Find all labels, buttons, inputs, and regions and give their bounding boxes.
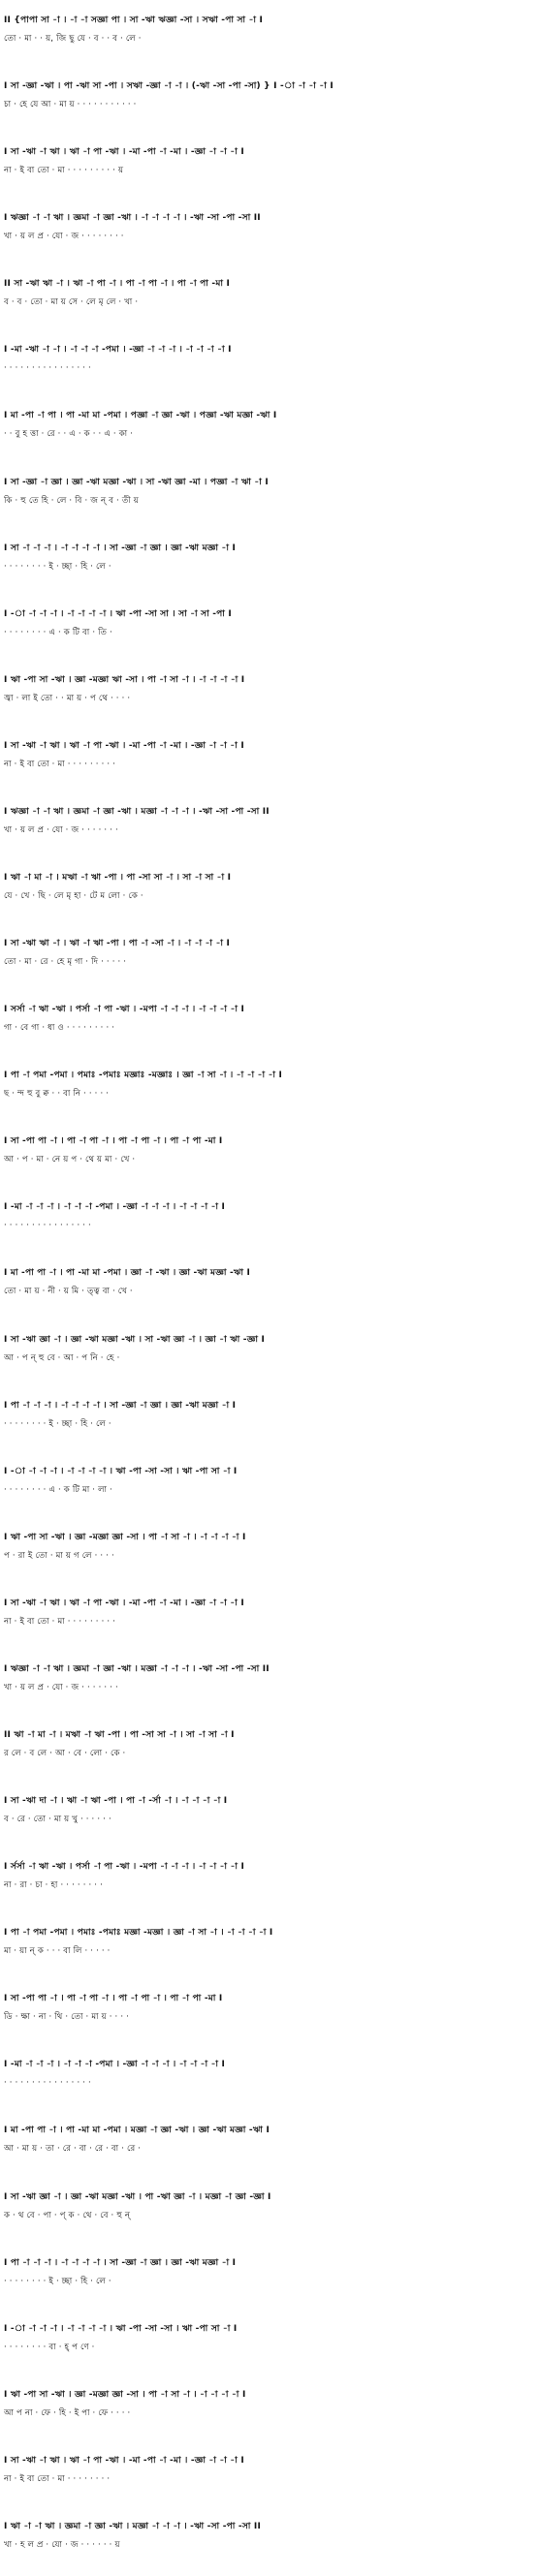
notation-line (0, 1125, 540, 1183)
notation-line (0, 598, 540, 656)
notation-line (0, 795, 540, 853)
lyric-row: · · · · · · · · · · · · · · · · (4, 1221, 91, 1231)
swara-row: I সা -জ্ঞা -া জ্ঞা । জ্ঞা -ঋা মজ্ঞা -ঋা । সা -ঋা জ্ঞা -মা । পজ্ঞা -া ঋা -া I (4, 477, 269, 487)
notation-line (0, 2181, 540, 2239)
notation-line (0, 1850, 540, 1909)
notation-line (0, 267, 540, 326)
lyric-row: চা · হে যে আ · মা য় · · · · · · · · · · · (4, 100, 137, 110)
notation-line (0, 927, 540, 985)
swara-row: II {পাপা সা -া । -া -া সজ্ঞা পা । সা -ঋা ঋজ্ঞা -সা । সঋা -পা সা -া I (4, 16, 264, 25)
swara-row: I পা -া পমা -পমা । পমাঃ -পমাঃ মজ্ঞাঃ -মজ্ঞাঃ । জ্ঞা -া সা -া । -া -া -া -া I (4, 1071, 283, 1081)
swara-row: I সা -ঋা দা -া । ঋা -া ঋা -পা । পা -া -র্সা -া । -া -া -া -া I (4, 1796, 228, 1807)
lyric-row: খা · য় ল প্র · যো · জ · · · · · · · (4, 1682, 118, 1692)
lyric-row: · · · · · · · · · · · · · · · · (4, 2078, 91, 2089)
lyric-row: জ্বা · লা ই তো · · মা য় · প থে · · · · (4, 693, 131, 703)
notation-line (0, 1521, 540, 1579)
swara-row: I সা -পা পা -া । পা -া পা -া । পা -া পা -া । পা -া পা -মা I (4, 1136, 223, 1147)
notation-line (0, 729, 540, 788)
lyric-row: · · · · · · · · ই · চ্ছা · হি · লে · (4, 561, 111, 572)
lyric-row: না · রা · চা · হা · · · · · · · · (4, 1880, 104, 1891)
notation-line (0, 2312, 540, 2371)
lyric-row: · · · · · · · · ই · চ্ছা · হি · লে · (4, 1418, 111, 1429)
notation-line (0, 1455, 540, 1513)
swara-row: I পা -া পমা -পমা । পমাঃ -পমাঃ মজ্ঞা -মজ্ঞা । জ্ঞা -া সা -া । -া -া -া -া I (4, 1928, 273, 1939)
notation-line (0, 532, 540, 590)
swara-row: I সর্সা -া ঋা -ঋা । পর্সা -া পা -ঋা । -মপা -া -া -া । -া -া -া -া I (4, 1005, 245, 1015)
swara-row: I ঋা -া মা -া । মঋা -া ঋা -পা । পা -সা সা -া । সা -া সা -া I (4, 873, 232, 883)
swara-row: I মা -পা পা -া । পা -মা মা -পমা । জ্ঞা -া -ঋা । জ্ঞা -ঋা মজ্ঞা -ঋা I (4, 1268, 251, 1279)
swara-row: I সা -ঋা -া ঋা । ঋা -া পা -ঋা । -মা -পা -া -মা । -জ্ঞা -া -া -া I (4, 147, 244, 158)
lyric-row: আ · প · মা · নে য় প · থে য় মা · খে · (4, 1155, 136, 1165)
notation-line (0, 2114, 540, 2172)
lyric-row: ডি · ক্ষা · না · থি · তো · মা য় · · · · (4, 2012, 130, 2023)
lyric-row: আ প না · ফে · হি · ই পা · ফে · · · · (4, 2407, 131, 2418)
lyric-row: না · ই বা তো · মা · · · · · · · · · (4, 759, 116, 769)
notation-line (0, 1191, 540, 1249)
swara-row: I সা -ঋা ঋা -া । ঋা -া ঋা -পা । পা -া -সা -া । -া -া -া -া I (4, 939, 231, 949)
lyric-row: না · ই বা তো · মা · · · · · · · · (4, 2473, 111, 2484)
swara-row: I -া -া -া -া । -া -া -া -া । ঋা -পা -সা -সা । ঋা -পা সা -া I (4, 1466, 238, 1476)
swara-row: I সা -ঋা -া ঋা । ঋা -া পা -ঋা । -মা -পা -া -মা । -জ্ঞা -া -া -া I (4, 740, 244, 751)
lyric-row: · · · · · · · · · · · · · · · · (4, 363, 91, 374)
lyric-row: · · · · · · · · ই · চ্ছা · হি · লে · (4, 2276, 111, 2286)
lyric-row: তো · মা য় · নী · য় মি · ত্ত্ব বা · খে · (4, 1287, 133, 1297)
notation-line (0, 993, 540, 1051)
swara-row: I ঋা -পা সা -ঋা । জ্ঞা -মজ্ঞা ঋা -সা । পা -া সা -া । -া -া -া -া I (4, 674, 245, 685)
notation-line (0, 1587, 540, 1645)
swara-row: I ঋা -া -া ঋা । জ্ঞমা -া জ্ঞা -ঋা । মজ্ঞা -া -া -া । -ঋা -সা -পা -সা II (4, 2521, 262, 2531)
swara-row: I পা -া -া -া । -া -া -া -া । সা -জ্ঞা -া জ্ঞা । জ্ঞা -ঋা মজ্ঞা -া I (4, 1400, 237, 1411)
notation-line (0, 1059, 540, 1117)
notation-line (0, 4, 540, 62)
notation-line (0, 1719, 540, 1777)
swara-row: I ঋজ্ঞা -া -া ঋা । জ্ঞমা -া জ্ঞা -ঋা । মজ্ঞা -া -া -া । -ঋা -সা -পা -সা II (4, 806, 270, 817)
notation-line (0, 1323, 540, 1381)
lyric-row: · · · · · · · · এ · ক টি মা · লা · (4, 1484, 112, 1495)
notation-line (0, 664, 540, 722)
notation-line (0, 2444, 540, 2502)
notation-line (0, 1653, 540, 1711)
lyric-row: খা · য় ল প্র · যো · জ · · · · · · · · (4, 232, 124, 242)
swara-row: II ঋা -া মা -া । মঋা -া ঋা -পা । পা -সা সা -া । সা -া সা -া I (4, 1730, 235, 1740)
notation-line (0, 861, 540, 919)
notation-line (0, 466, 540, 524)
lyric-row: ব · রে · তো · মা য় খু · · · · · · (4, 1815, 111, 1825)
swara-row: I পা -া -া -া । -া -া -া -া । সা -জ্ঞা -া জ্ঞা । জ্ঞা -ঋা মজ্ঞা -া I (4, 2257, 237, 2268)
swara-row: I মা -পা -া পা । পা -মা মা -পমা । পজ্ঞা -া জ্ঞা -ঋা । পজ্ঞা -ঋা মজ্ঞা -ঋা I (4, 411, 277, 421)
notation-line (0, 202, 540, 260)
swara-row: I -া -া -া -া । -া -া -া -া । ঋা -পা -সা সা । সা -া সা -পা I (4, 608, 232, 619)
lyric-row: ব · ব · তো · মা য় সে · লে মৃ লে · খা · (4, 297, 139, 308)
notation-line (0, 1785, 540, 1843)
notation-line (0, 399, 540, 457)
lyric-row: · · বু হ ত্তা · রে · · এ · ক · · এ · কা · (4, 429, 134, 440)
swara-row: I -মা -ঋা -া -া । -া -া -া -পমা । -জ্ঞা -া -া -া । -া -া -া -া I (4, 345, 232, 356)
notation-line (0, 2378, 540, 2436)
swara-row: II সা -ঋা ঋা -া । ঋা -া পা -া । পা -া পা -া । পা -া পা -মা I (4, 279, 231, 290)
lyric-row: কি · হু তে হি · লে · বি · জ ন্ ব · তী য় (4, 495, 139, 506)
swara-row: I সা -ঋা জ্ঞা -া । জ্ঞা -ঋা মজ্ঞা -ঋা । সা -ঋা জ্ঞা -া । জ্ঞা -া ঋা -জ্ঞা I (4, 1334, 266, 1345)
lyric-row: ক · থ বে · পা · প্ ক · থে · বে · হু ন্ (4, 2210, 131, 2220)
lyric-row: · · · · · · · · বা · হ্ প ণে · (4, 2342, 95, 2352)
notation-line (0, 136, 540, 194)
swara-row: I ঋা -পা সা -ঋা । জ্ঞা -মজ্ঞা জ্ঞা -সা । পা -া সা -া । -া -া -া -া I (4, 1532, 246, 1542)
lyric-row: · · · · · · · · এ · ক টি বা · তি · (4, 627, 112, 637)
lyric-row: মা · য়া ন্ ক · · · বা লি · · · · · (4, 1946, 111, 1957)
lyric-row: তো · মা · · য়, জি ছু যে · ব · · ব · লে · (4, 34, 142, 44)
lyric-row: তো · মা · রে · হে মৃ গা · দি · · · · · (4, 957, 127, 968)
lyric-row: যে · খে · ছি · লে মৃ হা · টে ম লো · কে · (4, 891, 143, 901)
lyric-row: না · ই বা তো · মা · · · · · · · · · (4, 1616, 116, 1627)
lyric-row: আ · মা য় · তা · রে · বা · রে · বা · রে · (4, 2144, 142, 2155)
lyric-row: গা · বে গা · ধা ও · · · · · · · · · (4, 1023, 115, 1034)
swara-row: I সা -জ্ঞা -ঋা । পা -ঋা সা -পা । সঋা -জ্ঞা -া -া । (-ঋা -সা -পা -সা) } I -া -া -া -া I (4, 81, 334, 92)
swara-row: I মা -পা পা -া । পা -মা মা -পমা । মজ্ঞা -া জ্ঞা -ঋা । জ্ঞা -ঋা মজ্ঞা -ঋা I (4, 2126, 270, 2136)
lyric-row: প · রা ই তো · মা য় গ লে · · · · (4, 1550, 114, 1561)
swara-row: I সা -ঋা জ্ঞা -া । জ্ঞা -ঋা মজ্ঞা -ঋা । পা -ঋা জ্ঞা -া । মজ্ঞা -া জ্ঞা -জ্ঞা I (4, 2191, 271, 2202)
swara-row: I র্সর্সা -া ঋা -ঋা । পর্সা -া পা -ঋা । -মপা -া -া -া । -া -া -া -া I (4, 1862, 245, 1873)
swara-row: I সা -ঋা -া ঋা । ঋা -া পা -ঋা । -মা -পা -া -মা । -জ্ঞা -া -া -া I (4, 2455, 244, 2466)
swara-row: I ঋা -পা সা -ঋা । জ্ঞা -মজ্ঞা জ্ঞা -সা । পা -া সা -া । -া -া -া -া I (4, 2389, 246, 2400)
lyric-row: র লে · ব লে · আ · বে · লো · কে · (4, 1749, 126, 1758)
swara-row: I ঋজ্ঞা -া -া ঋা । জ্ঞমা -া জ্ঞা -ঋা । -া -া -া -া । -ঋা -সা -পা -সা II (4, 213, 261, 224)
notation-line (0, 333, 540, 391)
lyric-row: আ · প ন্ হু বে · আ · প নি · হে · (4, 1352, 120, 1363)
notation-line (0, 2510, 540, 2568)
swara-row: I ঋজ্ঞা -া -া ঋা । জ্ঞমা -া জ্ঞা -ঋা । মজ্ঞা -া -া -া । -ঋা -সা -পা -সা II (4, 1663, 270, 1674)
swara-row: I সা -ঋা -া ঋা । ঋা -া পা -ঋা । -মা -পা -া -মা । -জ্ঞা -া -া -া I (4, 1598, 244, 1608)
notation-line (0, 1982, 540, 2040)
notation-line (0, 2048, 540, 2106)
lyric-row: খা · য় ল প্র · যো · জ · · · · · · · (4, 824, 118, 835)
swara-row: I -মা -া -া -া । -া -া -া -পমা । -জ্ঞা -া -া -া । -া -া -া -া I (4, 2060, 226, 2070)
swara-row: I -া -া -া -া । -া -া -া -া । ঋা -পা -সা -সা । ঋা -পা সা -া I (4, 2323, 238, 2334)
swara-row: I -মা -া -া -া । -া -া -া -পমা । -জ্ঞা -া -া -া । -া -া -া -া I (4, 1202, 226, 1213)
notation-line (0, 1389, 540, 1447)
notation-line (0, 1916, 540, 1974)
swara-row: I সা -পা পা -া । পা -া পা -া । পা -া পা -া । পা -া পা -মা I (4, 1994, 223, 2004)
notation-line (0, 70, 540, 128)
swara-row: I সা -া -া -া । -া -া -া -া । সা -জ্ঞা -া জ্ঞা । জ্ঞা -ঋা মজ্ঞা -া I (4, 543, 237, 553)
lyric-row: না · ই বা তো · মা · · · · · · · · · য় (4, 166, 124, 176)
notation-line (0, 1257, 540, 1315)
lyric-row: ছ · ন্দ হু বু ক্ব · · বা নি · · · · · (4, 1089, 110, 1100)
notation-line (0, 2247, 540, 2305)
lyric-row: খা · হ ল প্র · যো · জ · · · · · · য় (4, 2539, 120, 2550)
